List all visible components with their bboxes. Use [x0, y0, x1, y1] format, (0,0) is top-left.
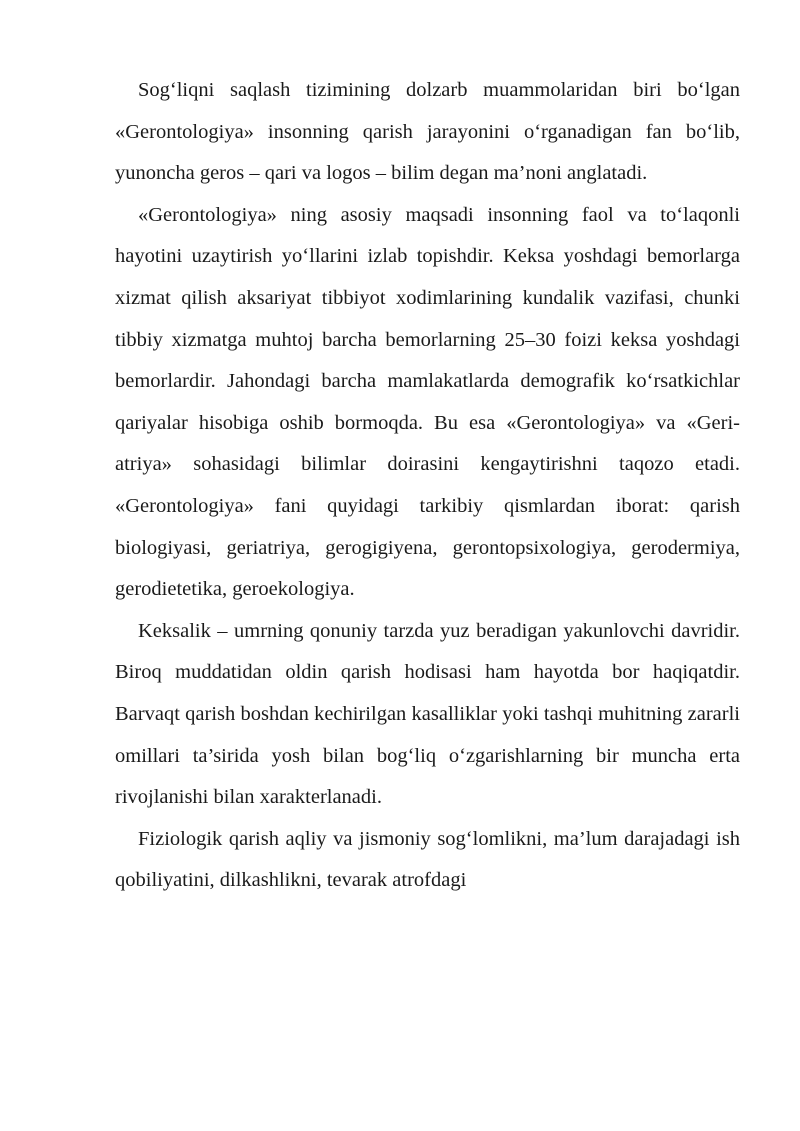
paragraph-1: Sog‘liqni saqlash tizimining dolzarb muammolaridan biri bo‘lgan «Gerontologiya» insonning qarish jarayonini o‘rganadigan fan bo‘lib, yunoncha geros – qari va logos – bilim degan ma’noni anglatadi. [115, 79, 740, 185]
document-page [115, 70, 740, 902]
paragraph-2: «Gerontologiya» ning asosiy maqsadi insonning faol va to‘laqonli hayotini uzaytirish yo‘llarini izlab topishdir. Keksa yoshdagi bemorlarga xizmat qilish aksariyat tibbiyot xodimlarining kundalik vazifasi, chunki tibbiy xizmatga muhtoj barcha bemorlarning 25–30 foizi keksa yoshdagi bemorlardir. Jahondagi barcha mamlakatlarda demografik ko‘rsatkichlar qariyalar hisobiga oshib bormoqda. Bu esa «Gerontologiya» va «Geri-atriya» sohasidagi bilimlar doirasini kengaytirishni taqozo etadi. «Gerontologiya» fani quyidagi tarkibiy qismlardan iborat: qarish biologiyasi, geriatriya, gerogigiyena, gerontopsixologiya, gerodermiya, gerodietetika, geroekologiya. [115, 203, 740, 601]
paragraph-3: Keksalik – umrning qonuniy tarzda yuz beradigan yakunlovchi davridir. Biroq muddatidan oldin qarish hodisasi ham hayotda bor haqiqatdir. Barvaqt qarish boshdan kechirilgan kasalliklar yoki tashqi muhitning zararli omillari ta’sirida yosh bilan bog‘liq o‘zgarishlarning bir muncha erta rivojlanishi bilan xarakterlanadi. [115, 619, 740, 809]
paragraph-4: Fiziologik qarish aqliy va jismoniy sog‘lomlikni, ma’lum darajadagi ish qobiliyatini, dilkashlikni, tevarak atrofdagi [115, 827, 740, 892]
